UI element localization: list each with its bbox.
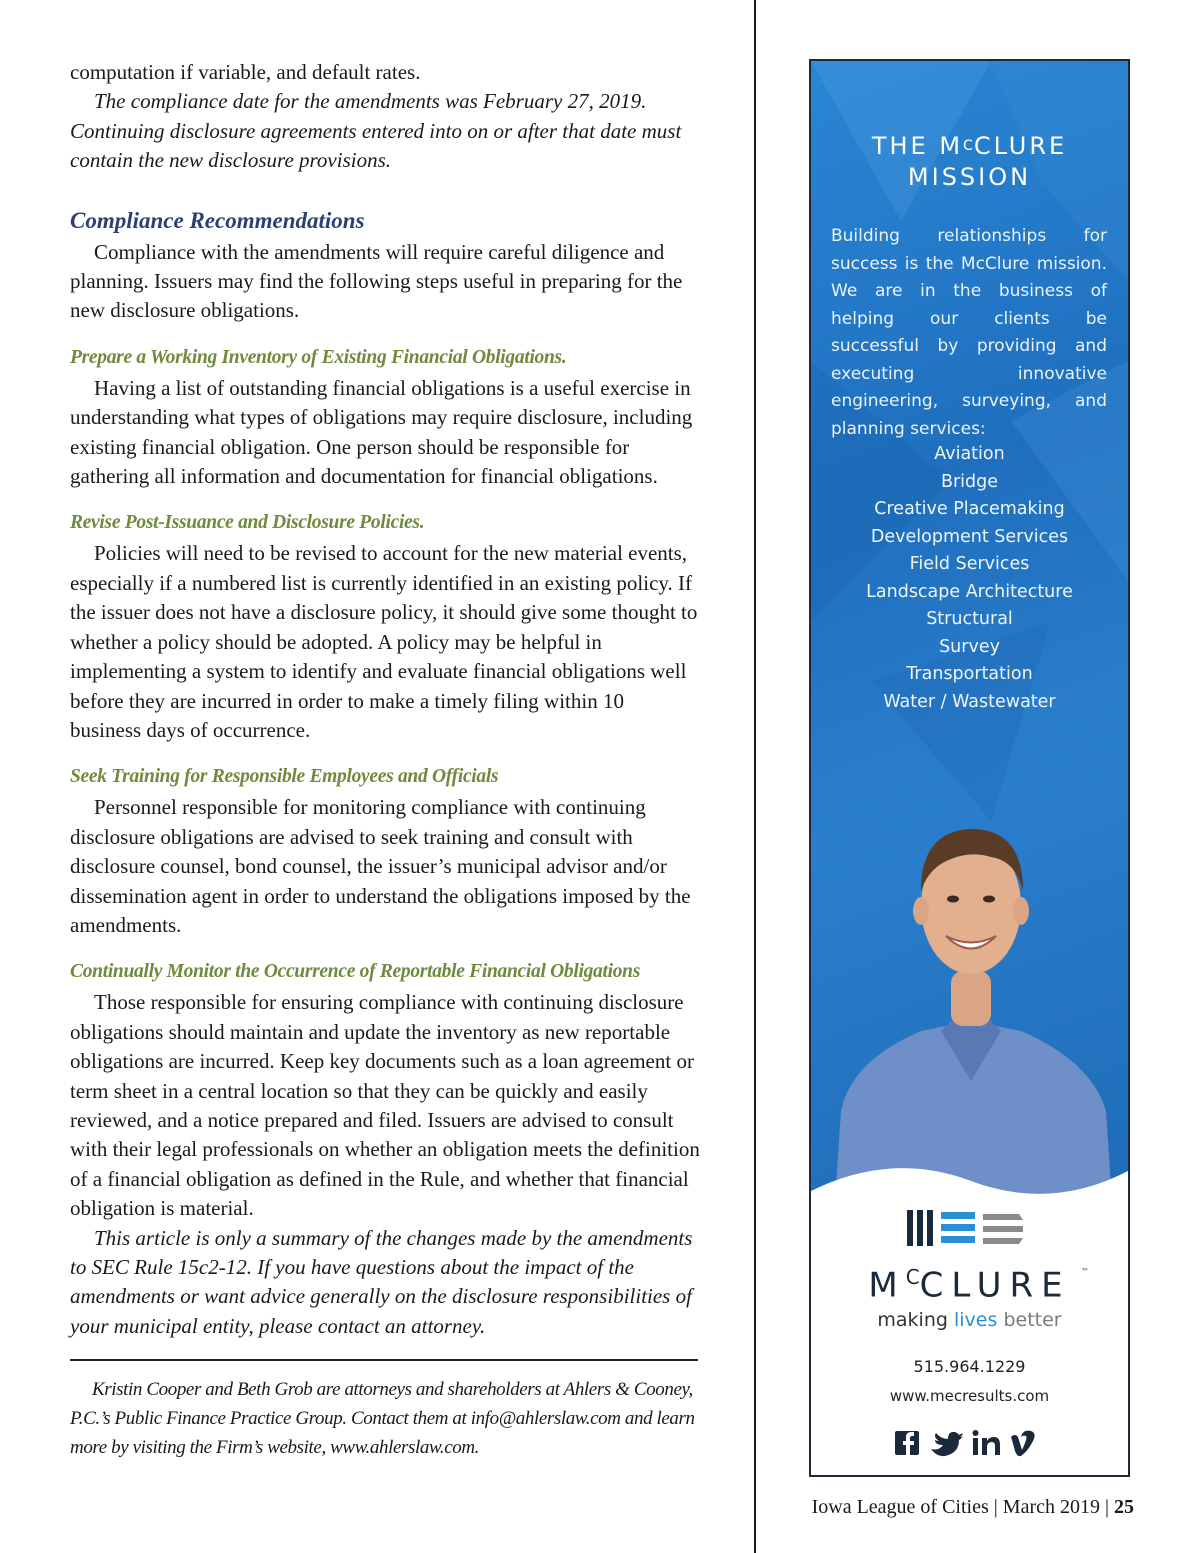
page-number: 25 bbox=[1114, 1496, 1134, 1518]
service-item: Landscape Architecture bbox=[866, 581, 1073, 602]
page-footer bbox=[600, 1496, 1134, 1519]
paragraph-policies: Policies will need to be revised to account for the new material events, especially if a numbered list is currently identified in an existing policy. If the issuer does not have a disclosure policy, it should give some thought to whether a policy should be adopted. A policy may be helpful in implementing a system to identify and evaluate financial obligations well before they are incurred in order to make a timely filing within 10 business days of occurrence. bbox=[70, 541, 698, 742]
column-divider bbox=[754, 0, 756, 1553]
mcclure-advertisement[interactable] bbox=[809, 59, 1130, 1477]
paragraph-continuation: computation if variable, and default rates. bbox=[70, 60, 421, 84]
subheading-training: Seek Training for Responsible Employees and Officials bbox=[70, 766, 499, 788]
subheading-policies: Revise Post-Issuance and Disclosure Policies. bbox=[70, 512, 425, 534]
section-title: Compliance Recommendations bbox=[70, 207, 365, 233]
linkedin-icon[interactable] bbox=[973, 1430, 1001, 1455]
services-list bbox=[811, 441, 1128, 716]
divider bbox=[70, 1359, 698, 1361]
website-link[interactable]: www.mecresults.com bbox=[889, 1387, 1050, 1405]
tagline: making lives better bbox=[877, 1309, 1062, 1331]
service-item: Aviation bbox=[934, 444, 1005, 464]
trademark: ™ bbox=[1081, 1267, 1089, 1276]
service-item: Development Services bbox=[870, 526, 1069, 547]
brand-name: $M^CCLURE$ bbox=[868, 1265, 1071, 1306]
article-column bbox=[70, 58, 700, 1462]
ad-description: Building relationships for success is the McClure mission. We are in the business of helping our clients be successful by providing and executing innovative engineering, surveying, and planning services: bbox=[831, 226, 1107, 439]
service-item: Bridge bbox=[940, 471, 999, 492]
service-item: Structural bbox=[926, 609, 1013, 629]
ad-title: THE $M^CCLURE$ MISSION bbox=[871, 132, 1068, 191]
mcclure-logo-icon bbox=[907, 1206, 1027, 1250]
vimeo-icon[interactable] bbox=[1011, 1431, 1035, 1457]
paragraph-training: Personnel responsible for monitoring compliance with continuing disclosure obligations are advised to seek training and consult with disclosure counsel, bond counsel, the issuer’s municipal advisor and/or dissemination agent in order to understand the obligations imposed by the amendments. bbox=[70, 795, 691, 937]
paragraph-compliance-date: The compliance date for the amendments was February 27, 2019. Continuing disclosure agreements entered into on or after that date must contain the new disclosure provisions. bbox=[70, 89, 682, 173]
paragraph-intro: Compliance with the amendments will require careful diligence and planning. Issuers may find the following steps useful in preparing for the new disclosure obligations. bbox=[70, 239, 683, 323]
issue-date: March 2019 bbox=[1002, 1496, 1100, 1518]
paragraph-monitor: Those responsible for ensuring compliance with continuing disclosure obligations should maintain and update the inventory as new reportable obligations are incurred. Keep key documents such as a loan agreement or term sheet in a central location so that they can be quickly and easily reviewed, and a notice prepared and filed. Issuers are advised to consult with their legal professionals on whether an obligation meets the definition of a financial obligation as defined in the Rule, and whether that financial obligation is material. bbox=[70, 990, 700, 1221]
author-bio: Kristin Cooper and Beth Grob are attorneys and shareholders at Ahlers & Cooney, P.C.’s Public Finance Practice Group. Contact them at info@ahlerslaw.com and learn more by visiting the Firm’s website, www.ahlerslaw.com. bbox=[70, 1379, 695, 1459]
paragraph-summary: This article is only a summary of the changes made by the amendments to SEC Rule 15c2-12. If you have questions about the impact of the amendments or want advice generally on the disclosure responsibilities of your municipal entity, please contact an attorney. bbox=[70, 1225, 693, 1338]
service-item: Water / Wastewater bbox=[883, 691, 1056, 712]
service-item: Survey bbox=[939, 636, 1000, 657]
twitter-icon[interactable] bbox=[931, 1432, 963, 1456]
subheading-inventory: Prepare a Working Inventory of Existing Financial Obligations. bbox=[70, 346, 567, 368]
social-icons bbox=[895, 1425, 1045, 1459]
subheading-monitor: Continually Monitor the Occurrence of Reportable Financial Obligations bbox=[70, 961, 641, 983]
footer-separator: | bbox=[1104, 1496, 1109, 1518]
publication-name: Iowa League of Cities bbox=[811, 1496, 989, 1518]
service-item: Creative Placemaking bbox=[874, 499, 1065, 519]
phone-number[interactable]: 515.964.1229 bbox=[913, 1357, 1026, 1376]
paragraph-inventory: Having a list of outstanding financial obligations is a useful exercise in understanding what types of obligations may require disclosure, including existing financial obligation. One person should be responsible for gathering all information and documentation for financial obligations. bbox=[70, 375, 693, 489]
service-item: Transportation bbox=[906, 664, 1033, 684]
service-item: Field Services bbox=[909, 554, 1030, 574]
footer-separator: | bbox=[993, 1496, 998, 1518]
facebook-icon[interactable] bbox=[895, 1431, 919, 1455]
